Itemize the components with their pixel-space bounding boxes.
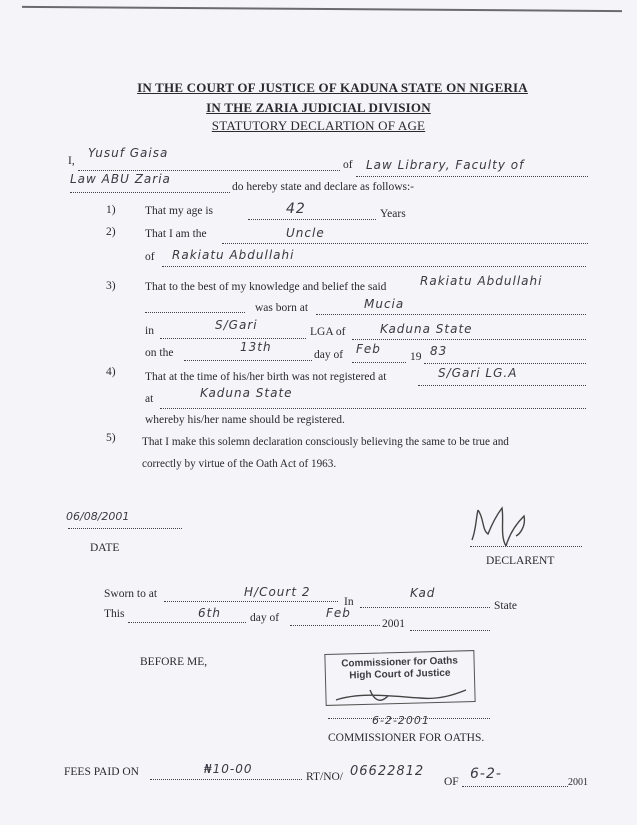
on-the-label: on the bbox=[145, 347, 174, 359]
lga-of-label: LGA of bbox=[310, 326, 346, 338]
lga-dots bbox=[160, 338, 306, 339]
whereby-text: whereby his/her name should be registered. bbox=[145, 414, 345, 426]
scan-edge-line bbox=[22, 6, 622, 12]
court-heading: IN THE COURT OF JUSTICE OF KADUNA STATE ON NIGERIA bbox=[137, 80, 528, 95]
birthplace: Mucia bbox=[364, 297, 405, 311]
place-dots bbox=[360, 607, 490, 608]
born-dots-b bbox=[316, 314, 586, 315]
court-dots bbox=[164, 601, 338, 602]
sworn-day-dots bbox=[128, 622, 246, 623]
birth-month: Feb bbox=[356, 342, 381, 356]
age-label: That my age is bbox=[145, 205, 214, 217]
commissioner-signature bbox=[330, 680, 470, 716]
relative-dots bbox=[162, 266, 586, 267]
state-dots bbox=[352, 339, 586, 340]
day-of-label: day of bbox=[314, 349, 344, 361]
sworn-month-dots bbox=[290, 625, 380, 626]
intro-prefix: I, bbox=[68, 155, 75, 167]
declarant-address-2: Law ABU Zaria bbox=[70, 172, 171, 186]
this-label: This bbox=[104, 608, 125, 620]
item-2-number: 2) bbox=[106, 226, 116, 238]
stamp-line-1: Commissioner for Oaths bbox=[341, 655, 459, 670]
birth-year: 83 bbox=[430, 344, 448, 358]
birth-state: Kaduna State bbox=[380, 322, 473, 336]
receipt-label: RT/NO/ bbox=[306, 771, 344, 783]
year-dots bbox=[424, 363, 586, 364]
sworn-year: 2001 bbox=[382, 618, 405, 630]
fees-amount-dots bbox=[150, 779, 302, 780]
fees-year: 2001 bbox=[568, 777, 588, 788]
declarant-name: Yusuf Gaisa bbox=[88, 146, 169, 160]
relation-value: Uncle bbox=[286, 226, 325, 240]
intro-of: of bbox=[343, 159, 353, 171]
year-prefix: 19 bbox=[410, 351, 422, 363]
declarant-address-1: Law Library, Faculty of bbox=[366, 158, 525, 172]
fees-date: 6-2- bbox=[470, 766, 502, 782]
solemn-text-2: correctly by virtue of the Oath Act of 1963. bbox=[142, 458, 337, 470]
fees-of-label: OF bbox=[444, 776, 459, 788]
item-5-number: 5) bbox=[106, 432, 116, 444]
born-dots-a bbox=[145, 312, 245, 313]
sworn-place: Kad bbox=[410, 586, 436, 600]
sworn-day: 6th bbox=[198, 606, 221, 620]
relation-label: That I am the bbox=[145, 228, 207, 240]
date-value: 06/08/2001 bbox=[66, 510, 130, 523]
stamp-line-2: High Court of Justice bbox=[349, 667, 451, 682]
item-4-number: 4) bbox=[106, 366, 116, 378]
declarent-dots bbox=[470, 546, 582, 547]
registration-state-dots bbox=[160, 408, 586, 409]
month-dots bbox=[352, 362, 406, 363]
name-dots bbox=[78, 170, 340, 171]
knowledge-label: That to the best of my knowledge and belief the said bbox=[145, 281, 387, 293]
document-title: STATUTORY DECLARTION OF AGE bbox=[211, 118, 426, 133]
relative-of: of bbox=[145, 251, 155, 263]
registration-state: Kaduna State bbox=[200, 386, 293, 400]
commissioner-label: COMMISSIONER FOR OATHS. bbox=[328, 732, 485, 744]
item-3-number: 3) bbox=[106, 280, 116, 292]
address-dots-2 bbox=[70, 192, 230, 193]
declarent-label: DECLARENT bbox=[486, 555, 555, 567]
at-label: at bbox=[145, 393, 154, 405]
division-heading: IN THE ZARIA JUDICIAL DIVISION bbox=[206, 100, 431, 115]
intro-suffix: do hereby state and declare as follows:- bbox=[232, 181, 415, 193]
age-unit: Years bbox=[380, 208, 406, 220]
sworn-day-of-label: day of bbox=[250, 612, 280, 624]
sworn-in-label: In bbox=[344, 596, 354, 608]
item-1-number: 1) bbox=[106, 204, 116, 216]
solemn-text-1: That I make this solemn declaration consciously believing the same to be true and bbox=[142, 436, 509, 448]
registration-dots bbox=[418, 385, 586, 386]
receipt-number: 06622812 bbox=[350, 764, 425, 779]
day-dots bbox=[184, 360, 312, 361]
fees-date-dots bbox=[462, 786, 568, 787]
lga-name: S/Gari bbox=[215, 318, 258, 332]
fees-paid-label: FEES PAID ON bbox=[64, 766, 139, 778]
sworn-state-label: State bbox=[494, 600, 517, 612]
sworn-year-dots bbox=[410, 630, 490, 631]
date-dots bbox=[68, 528, 182, 529]
age-value: 42 bbox=[286, 201, 306, 217]
sworn-court: H/Court 2 bbox=[244, 585, 311, 599]
commissioner-date: 6-2-2001 bbox=[372, 714, 430, 727]
relation-dots bbox=[222, 243, 588, 244]
registration-place: S/Gari LG.A bbox=[438, 366, 518, 380]
date-label: DATE bbox=[90, 542, 120, 554]
sworn-month: Feb bbox=[326, 606, 351, 620]
sworn-at-label: Sworn to at bbox=[104, 588, 158, 600]
birth-day: 13th bbox=[240, 340, 272, 354]
said-name: Rakiatu Abdullahi bbox=[420, 274, 543, 288]
age-dots bbox=[248, 219, 376, 220]
before-me-label: BEFORE ME, bbox=[140, 656, 208, 668]
address-dots-1 bbox=[356, 176, 588, 177]
fees-amount: ₦10-00 bbox=[204, 762, 253, 776]
declarant-signature bbox=[462, 500, 542, 556]
born-at-label: was born at bbox=[255, 302, 309, 314]
relative-name: Rakiatu Abdullahi bbox=[172, 248, 295, 262]
in-label: in bbox=[145, 325, 154, 337]
registration-label: That at the time of his/her birth was not registered at bbox=[145, 371, 387, 383]
